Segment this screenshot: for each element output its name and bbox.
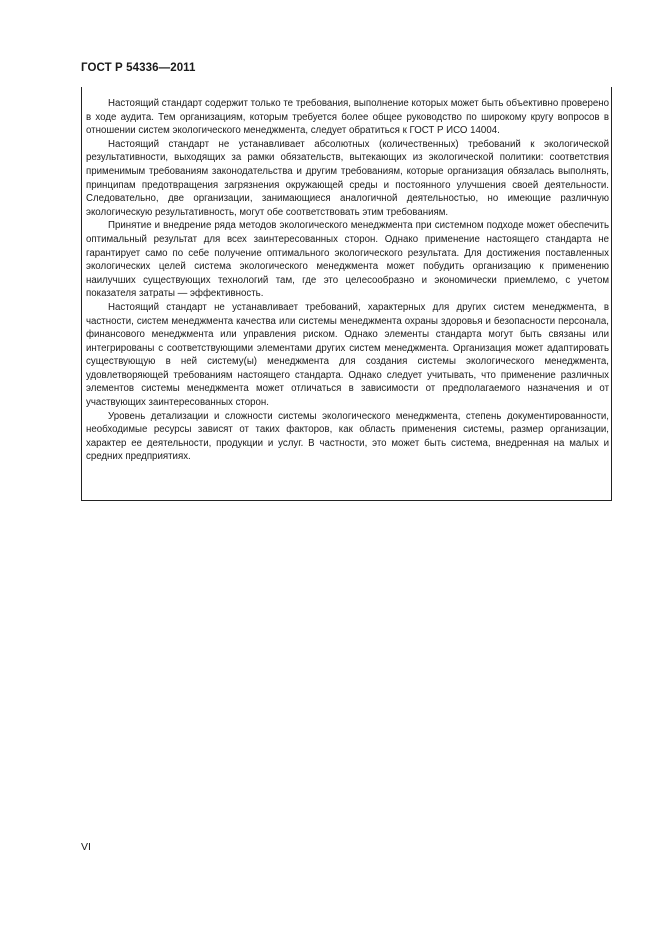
paragraph: Уровень детализации и сложности системы экологического менеджмента, степень документированности, необходимые ресурсы зависят от таких факторов, как область применения системы, размер организации, характер ее деятельности, продукции и услуг. В частности, это может быть система, внедренная на малых и средних предприятиях. <box>86 410 609 463</box>
document-header: ГОСТ Р 54336—2011 <box>81 62 196 74</box>
paragraph: Настоящий стандарт не устанавливает требований, характерных для других систем менеджмента, в частности, систем менеджмента качества или системы менеджмента охраны здоровья и безопасности персонала, финансового менеджмента или управления риском. Однако элементы стандарта могут быть связаны или интегрированы с соответствующими элементами других систем менеджмента. Организация может адаптировать существующую в ней систему(ы) менеджмента для создания системы экологического менеджмента, удовлетворяющей требованиям настоящего стандарта. Однако следует учитывать, что применение различных элементов системы менеджмента может отличаться в зависимости от предполагаемого назначения и от участвующих заинтересованных сторон. <box>86 301 609 409</box>
paragraph: Настоящий стандарт содержит только те требования, выполнение которых может быть объективно проверено в ходе аудита. Тем организациям, которым требуется более общее руководство по широкому кругу вопросов в отношении систем экологического менеджмента, следует обратиться к ГОСТ Р ИСО 14004. <box>86 98 609 137</box>
page-number: VI <box>81 841 91 853</box>
paragraph: Принятие и внедрение ряда методов экологического менеджмента при системном подходе может обеспечить оптимальный результат для всех заинтересованных сторон. Однако применение настоящего стандарта не гарантирует само по себе получение оптимального экологического результата. Для достижения поставленных экологических целей система экологического менеджмента может побудить организацию к применению наилучших существующих технологий там, где это целесообразно и экономически приемлемо, с учетом показателя затраты — эффективность. <box>86 220 609 300</box>
paragraph: Настоящий стандарт не устанавливает абсолютных (количественных) требований к экологической результативности, выходящих за рамки обязательств, вытекающих из экологической политики: соответствия применимым требованиям законодательства и другим требованиям, которые организация обязалась выполнять, принципам предотвращения загрязнения окружающей среды и постоянного улучшения своей деятельности. Следовательно, две организации, занимающиеся аналогичной деятельностью, но имеющие различную экологическую результативность, могут обе соответствовать этим требованиям. <box>86 138 609 218</box>
body-text <box>86 97 609 464</box>
